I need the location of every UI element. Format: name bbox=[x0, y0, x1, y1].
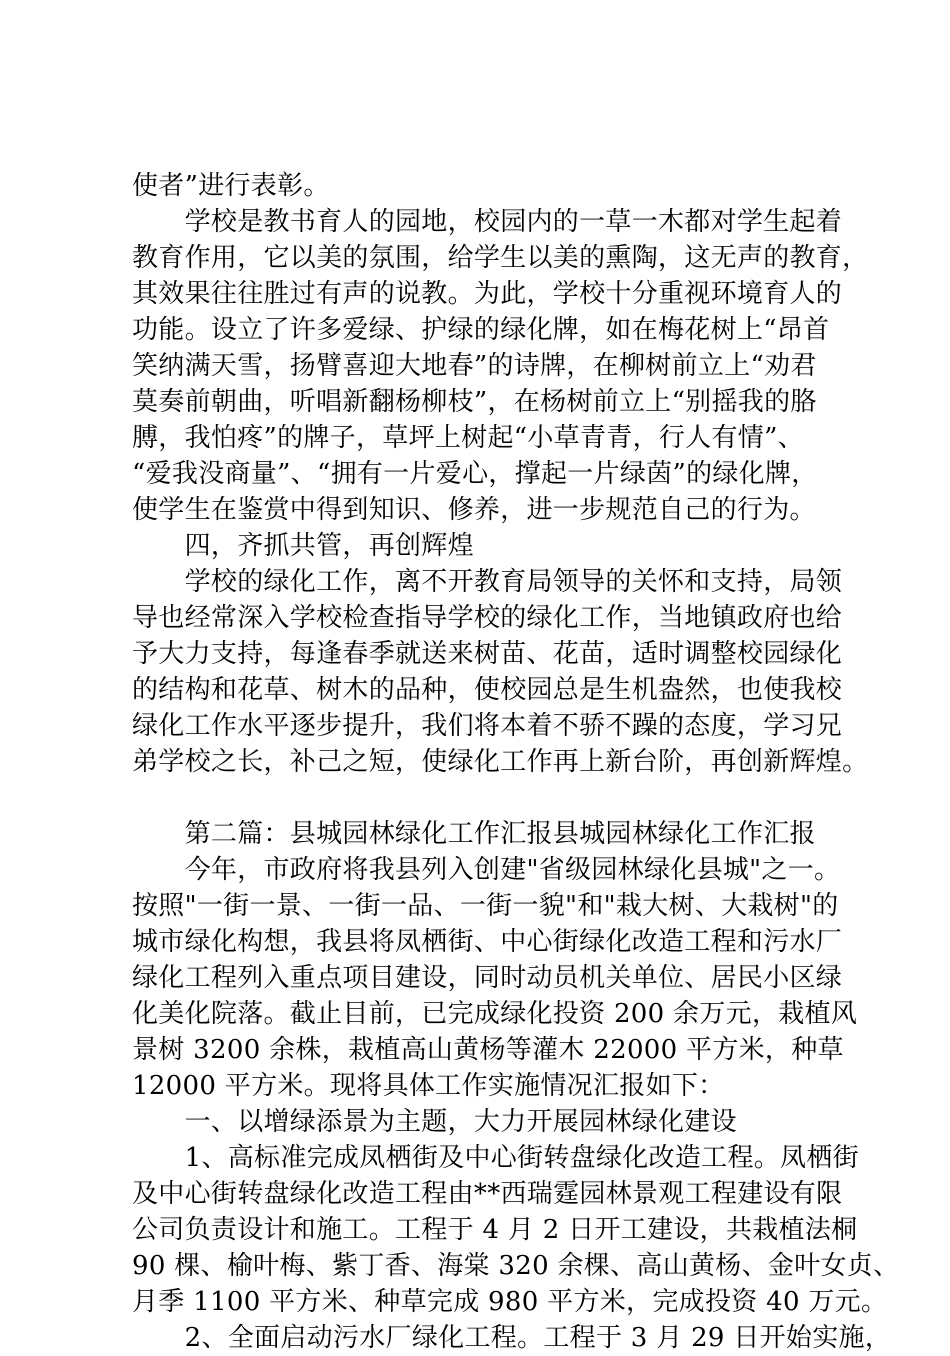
text-line: 城市绿化构想，我县将凤栖街、中心街绿化改造工程和污水厂 bbox=[132, 927, 843, 957]
text-line: 按照"一街一景、一街一品、一街一貌"和"栽大树、大栽树"的 bbox=[132, 891, 839, 921]
text-line: 化美化院落。截止目前，已完成绿化投资 200 余万元，栽植风 bbox=[132, 999, 858, 1029]
text-line: 功能。设立了许多爱绿、护绿的绿化牌，如在梅花树上“昂首 bbox=[132, 315, 830, 345]
text-line: 学校是教书育人的园地，校园内的一草一木都对学生起着 bbox=[132, 207, 843, 237]
text-line: 2、全面启动污水厂绿化工程。工程于 3 月 29 日开始实施， bbox=[132, 1323, 892, 1353]
text-line: 予大力支持，每逢春季就送来树苗、花苗，适时调整校园绿化 bbox=[132, 639, 843, 669]
text-line: 笑纳满天雪，扬臂喜迎大地春”的诗牌，在柳树前立上“劝君 bbox=[132, 351, 817, 381]
text-line: 90 棵、榆叶梅、紫丁香、海棠 320 余棵、高山黄杨、金叶女贞、 bbox=[132, 1251, 900, 1281]
text-line: 其效果往往胜过有声的说教。为此，学校十分重视环境育人的 bbox=[132, 279, 843, 309]
text-line: 今年，市政府将我县列入创建"省级园林绿化县城"之一。 bbox=[132, 855, 841, 885]
section-heading: 四，齐抓共管，再创辉煌 bbox=[132, 531, 474, 561]
text-line: 1、高标准完成凤栖街及中心街转盘绿化改造工程。凤栖街 bbox=[132, 1143, 859, 1173]
text-line: 及中心街转盘绿化改造工程由**西瑞霆园林景观工程建设有限 bbox=[132, 1179, 843, 1209]
text-line: 莫奏前朝曲，听唱新翻杨柳枝”，在杨树前立上“别摇我的胳 bbox=[132, 387, 817, 417]
text-line: 膊，我怕疼”的牌子，草坪上树起“小草青青，行人有情”、 bbox=[132, 423, 804, 453]
text-line: 学校的绿化工作，离不开教育局领导的关怀和支持，局领 bbox=[132, 567, 843, 597]
text-line: 弟学校之长，补己之短，使绿化工作再上新台阶，再创新辉煌。 bbox=[132, 747, 869, 777]
section-heading: 一、以增绿添景为主题，大力开展园林绿化建设 bbox=[132, 1107, 737, 1137]
text-line: 使学生在鉴赏中得到知识、修养，进一步规范自己的行为。 bbox=[132, 495, 816, 525]
text-line: 月季 1100 平方米、种草完成 980 平方米，完成投资 40 万元。 bbox=[132, 1287, 888, 1317]
text-line: 公司负责设计和施工。工程于 4 月 2 日开工建设，共栽植法桐 bbox=[132, 1215, 858, 1245]
text-line: 12000 平方米。现将具体工作实施情况汇报如下： bbox=[132, 1071, 725, 1101]
text-line: 绿化工作水平逐步提升，我们将本着不骄不躁的态度，学习兄 bbox=[132, 711, 843, 741]
text-line: 的结构和花草、树木的品种，使校园总是生机盎然，也使我校 bbox=[132, 675, 843, 705]
text-line: 景树 3200 余株，栽植高山黄杨等灌木 22000 平方米，种草 bbox=[132, 1035, 844, 1065]
text-line: 绿化工程列入重点项目建设，同时动员机关单位、居民小区绿 bbox=[132, 963, 843, 993]
text-line: 导也经常深入学校检查指导学校的绿化工作，当地镇政府也给 bbox=[132, 603, 843, 633]
text-line: 教育作用，它以美的氛围，给学生以美的熏陶，这无声的教育， bbox=[132, 243, 869, 273]
text-line: “爱我没商量”、“拥有一片爱心，撑起一片绿茵”的绿化牌， bbox=[132, 459, 818, 489]
text-line: 使者”进行表彰。 bbox=[132, 171, 330, 201]
chapter-title: 第二篇：县城园林绿化工作汇报县城园林绿化工作汇报 bbox=[132, 819, 816, 849]
